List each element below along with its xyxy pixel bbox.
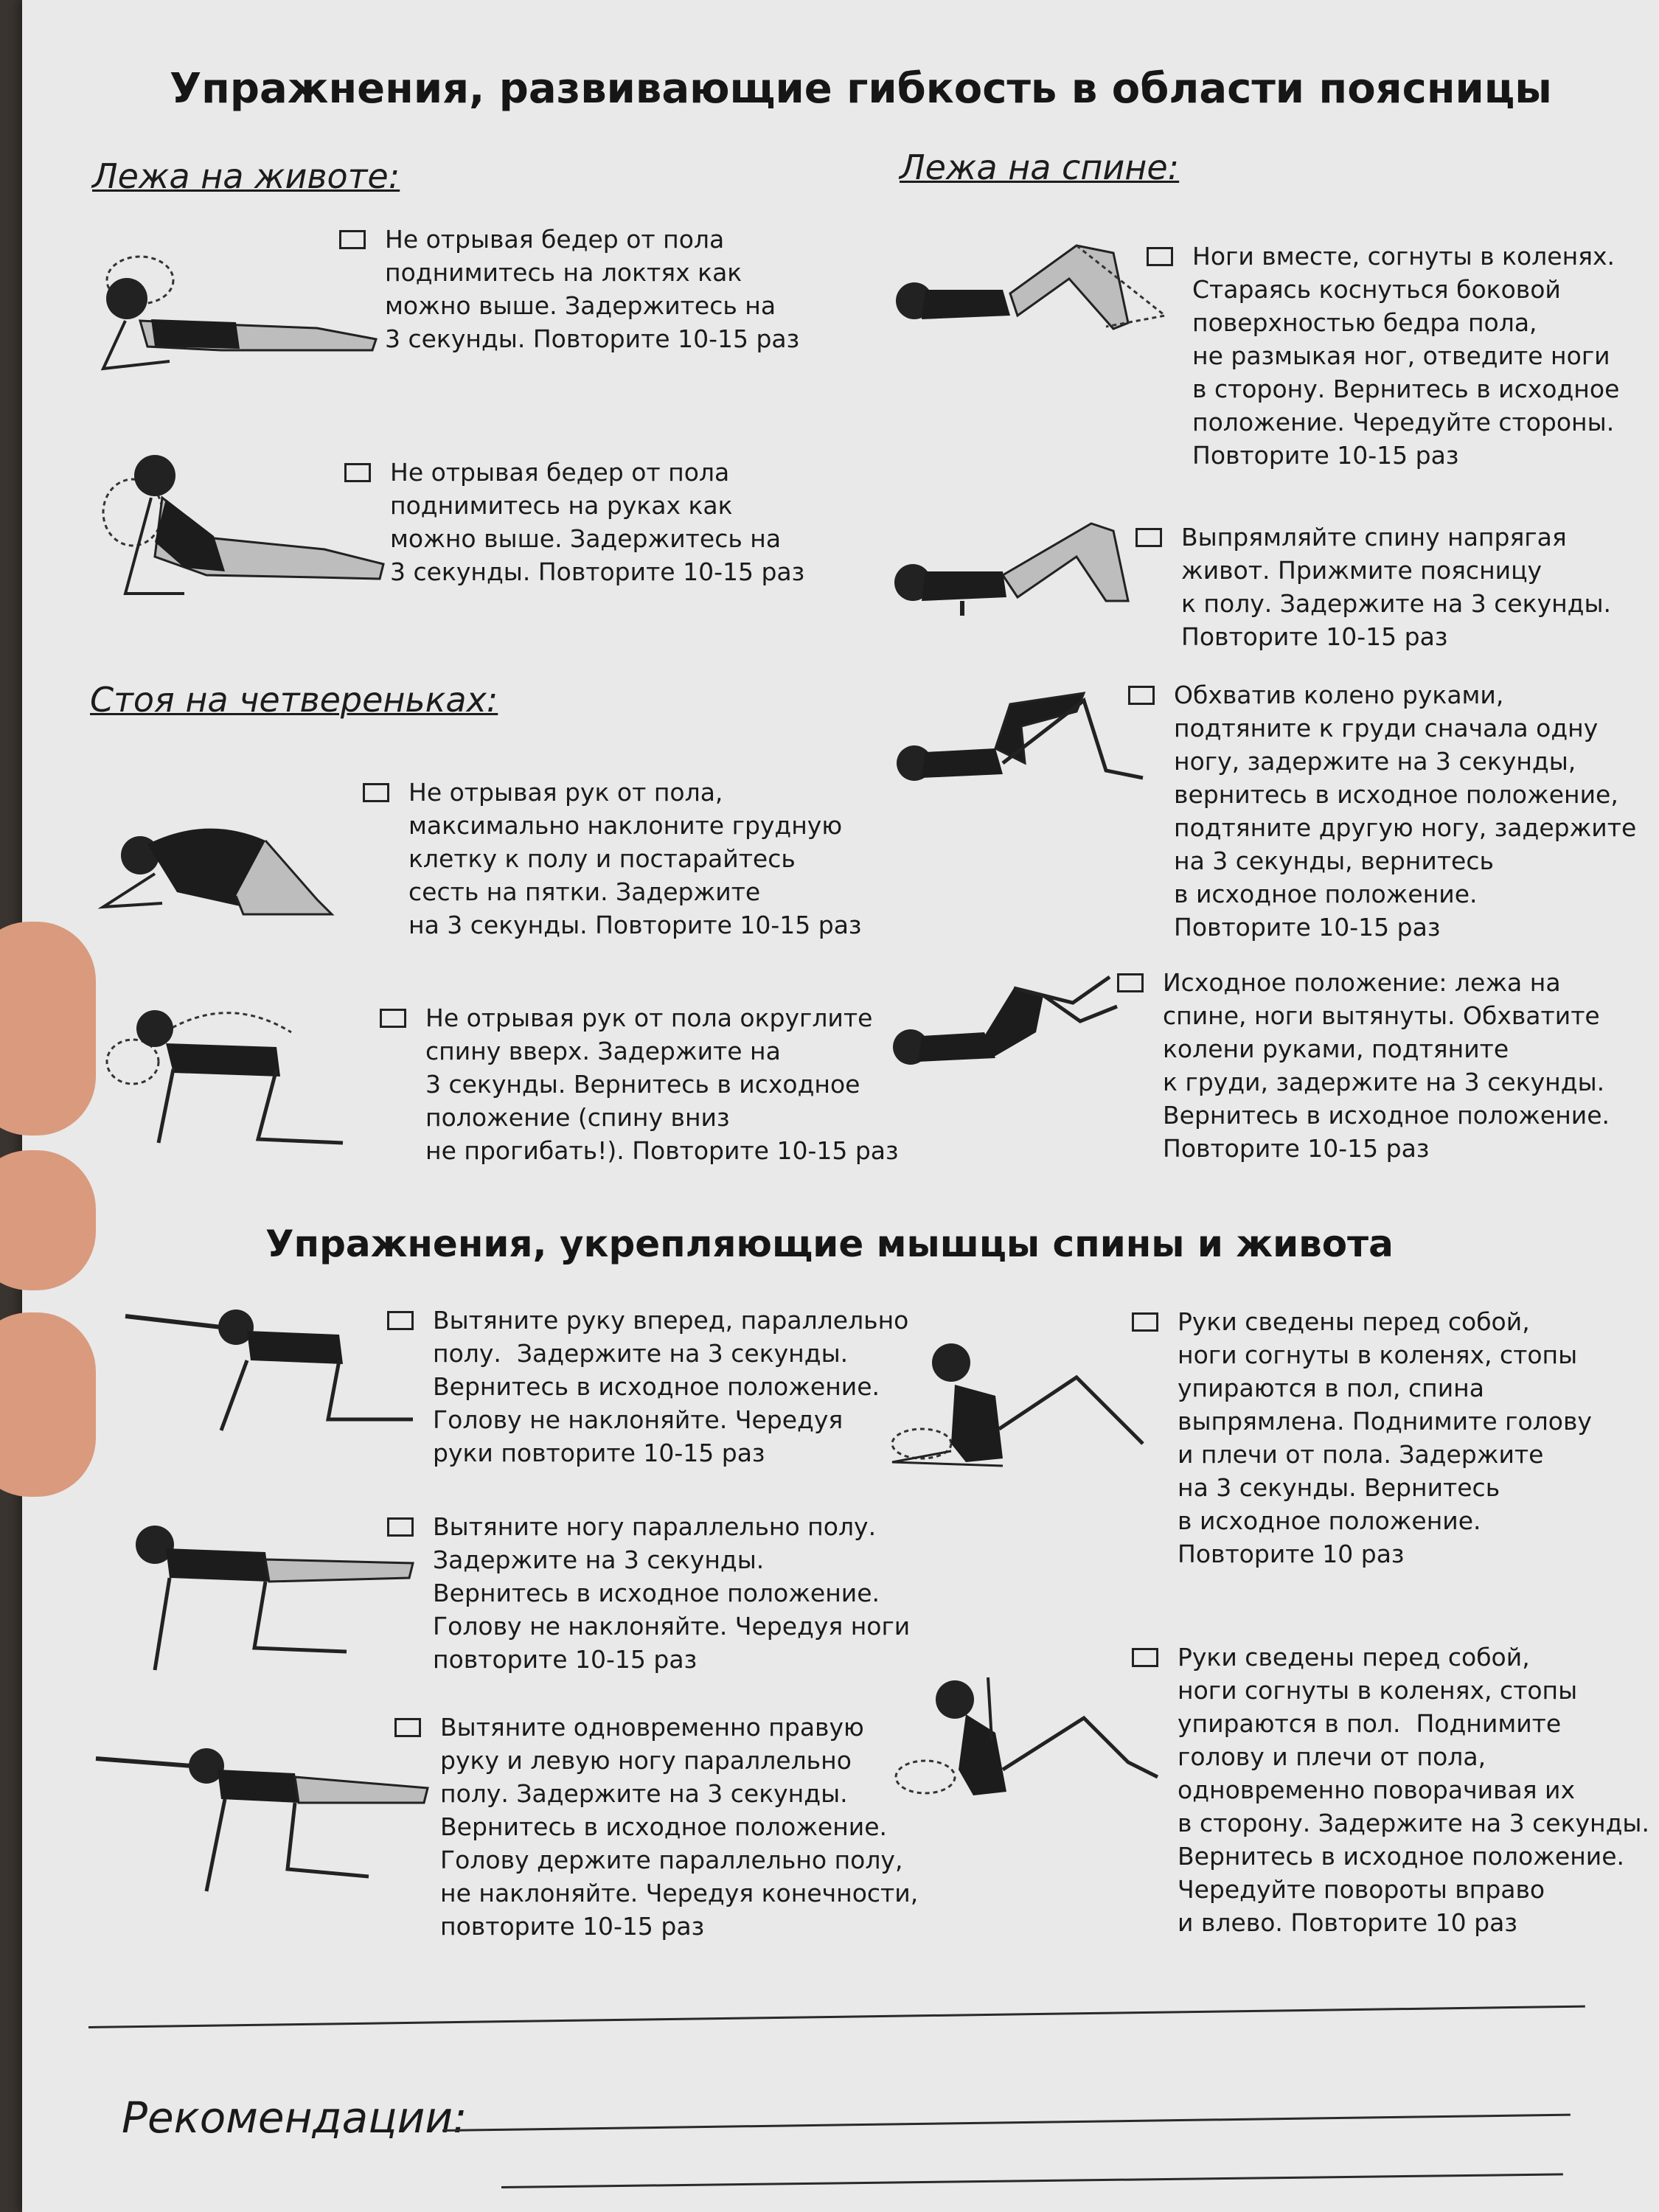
- exercise-illustration: [118, 1301, 420, 1441]
- checkbox[interactable]: [339, 230, 366, 249]
- exercise-item: [387, 1510, 911, 1687]
- checkbox[interactable]: [1132, 1312, 1158, 1332]
- exercise-text: Выпрямляйте спину напрягая живот. Прижмите поясницу к полу. Задержите на 3 секунды. Повторите 10-15 раз: [1181, 523, 1612, 651]
- exercise-text: Не отрывая бедер от пола поднимитесь на руках как можно выше. Задержитесь на 3 секунды. Повторите 10-15 раз: [390, 458, 805, 586]
- exercise-illustration: [96, 811, 347, 929]
- exercise-text: Руки сведены перед собой, ноги согнуты в коленях, стопы упираются в пол, спина выпрямлена. Поднимите голову и плечи от пола. Задержите на 3 секунды. Вернитесь в исходное положение. Повторите 10 раз: [1178, 1307, 1592, 1568]
- exercise-item: [1132, 1641, 1649, 1950]
- exercise-item: [1117, 966, 1633, 1180]
- exercise-text: Не отрывая бедер от пола поднимитесь на локтях как можно выше. Задержитесь на 3 секунды. Повторите 10-15 раз: [385, 225, 800, 353]
- checkbox[interactable]: [387, 1311, 414, 1330]
- exercise-text: Не отрывая рук от пола, максимально наклоните грудную клетку к полу и постарайтесь сесть на пятки. Задержите на 3 секунды. Повторите 10-15 раз: [408, 778, 862, 939]
- exercise-item: [344, 456, 805, 603]
- exercise-illustration: [885, 1674, 1165, 1814]
- exercise-illustration: [100, 995, 365, 1158]
- divider-line: [88, 2006, 1585, 2028]
- finger: [0, 1312, 96, 1497]
- finger: [0, 922, 96, 1135]
- exercise-text: Исходное положение: лежа на спине, ноги вытянуты. Обхватите колени руками, подтяните к груди, задержите на 3 секунды. Вернитесь в исходное положение. Повторите 10-15 раз: [1163, 968, 1610, 1163]
- subheading-supine: Лежа на спине:: [900, 147, 1180, 187]
- checkbox[interactable]: [1147, 247, 1173, 266]
- checkbox[interactable]: [1117, 973, 1144, 992]
- exercise-illustration: [888, 966, 1124, 1077]
- exercise-text: Вытяните руку вперед, параллельно полу. Задержите на 3 секунды. Вернитесь в исходное положение. Голову не наклоняйте. Чередуя руки повторите 10-15 раз: [433, 1306, 909, 1467]
- exercise-text: Вытяните ногу параллельно полу. Задержите на 3 секунды. Вернитесь в исходное положение. Голову не наклоняйте. Чередуя ноги повторите 10-15 раз: [433, 1512, 911, 1674]
- exercise-item: [1128, 678, 1644, 959]
- exercise-item: [1132, 1305, 1633, 1585]
- section-title-strength: Упражнения, укрепляющие мышцы спины и живота: [265, 1222, 1394, 1265]
- exercise-text: Руки сведены перед собой, ноги согнуты в коленях, стопы упираются в пол. Поднимите голову и плечи от пола, одновременно поворачивая их в сторону. Задержите на 3 секунды. Вернитесь в исходное положение. Чередуйте повороты вправо и влево. Повторите 10 раз: [1178, 1643, 1649, 1937]
- recommendations-line: [442, 2114, 1571, 2132]
- exercise-illustration: [885, 1340, 1150, 1481]
- exercise-illustration: [892, 234, 1172, 345]
- recommendations-label: Рекомендации:: [122, 2093, 467, 2143]
- exercise-illustration: [892, 682, 1158, 793]
- recommendations-line: [501, 2173, 1563, 2188]
- checkbox[interactable]: [344, 463, 371, 482]
- exercise-text: Ноги вместе, согнуты в коленях. Стараясь коснуться боковой поверхностью бедра пола, не размыкая ног, отведите ноги в сторону. Вернитесь в исходное положение. Чередуйте стороны. Повторите 10-15 раз: [1192, 242, 1620, 470]
- page-title: Упражнения, развивающие гибкость в области поясницы: [170, 65, 1552, 113]
- checkbox[interactable]: [1128, 686, 1155, 705]
- subheading-quadruped: Стоя на четвереньках:: [90, 680, 498, 720]
- exercise-text: Не отрывая рук от пола округлите спину вверх. Задержите на 3 секунды. Вернитесь в исходное положение (спину вниз не прогибать!). Повторите 10-15 раз: [425, 1004, 899, 1165]
- exercise-item: [339, 223, 800, 370]
- subheading-prone: Лежа на животе:: [92, 156, 400, 196]
- exercise-text: Обхватив колено руками, подтяните к груди сначала одну ногу, задержите на 3 секунды, вернитесь в исходное положение, подтяните другую ногу, задержите на 3 секунды, вернитесь в исходное положение. Повторите 10-15 раз: [1174, 681, 1637, 942]
- exercise-item: [1147, 240, 1648, 490]
- exercise-illustration: [88, 1736, 435, 1899]
- checkbox[interactable]: [394, 1718, 421, 1737]
- exercise-item: [387, 1304, 909, 1481]
- finger: [0, 1150, 96, 1290]
- checkbox[interactable]: [363, 783, 389, 802]
- handout-sheet: [22, 0, 1659, 2212]
- exercise-illustration: [118, 1515, 428, 1677]
- exercise-item: [363, 776, 862, 953]
- exercise-item: [1135, 521, 1637, 668]
- exercise-item: [380, 1001, 899, 1178]
- checkbox[interactable]: [387, 1517, 414, 1537]
- exercise-text: Вытяните одновременно правую руку и левую ногу параллельно полу. Задержите на 3 секунды. Вернитесь в исходное положение. Голову держите параллельно полу, не наклоняйте. Чередуя конечности, повторите 10-15 раз: [440, 1713, 919, 1941]
- checkbox[interactable]: [380, 1009, 406, 1028]
- checkbox[interactable]: [1135, 528, 1162, 547]
- exercise-illustration: [892, 516, 1158, 627]
- checkbox[interactable]: [1132, 1648, 1158, 1667]
- exercise-item: [394, 1711, 919, 1961]
